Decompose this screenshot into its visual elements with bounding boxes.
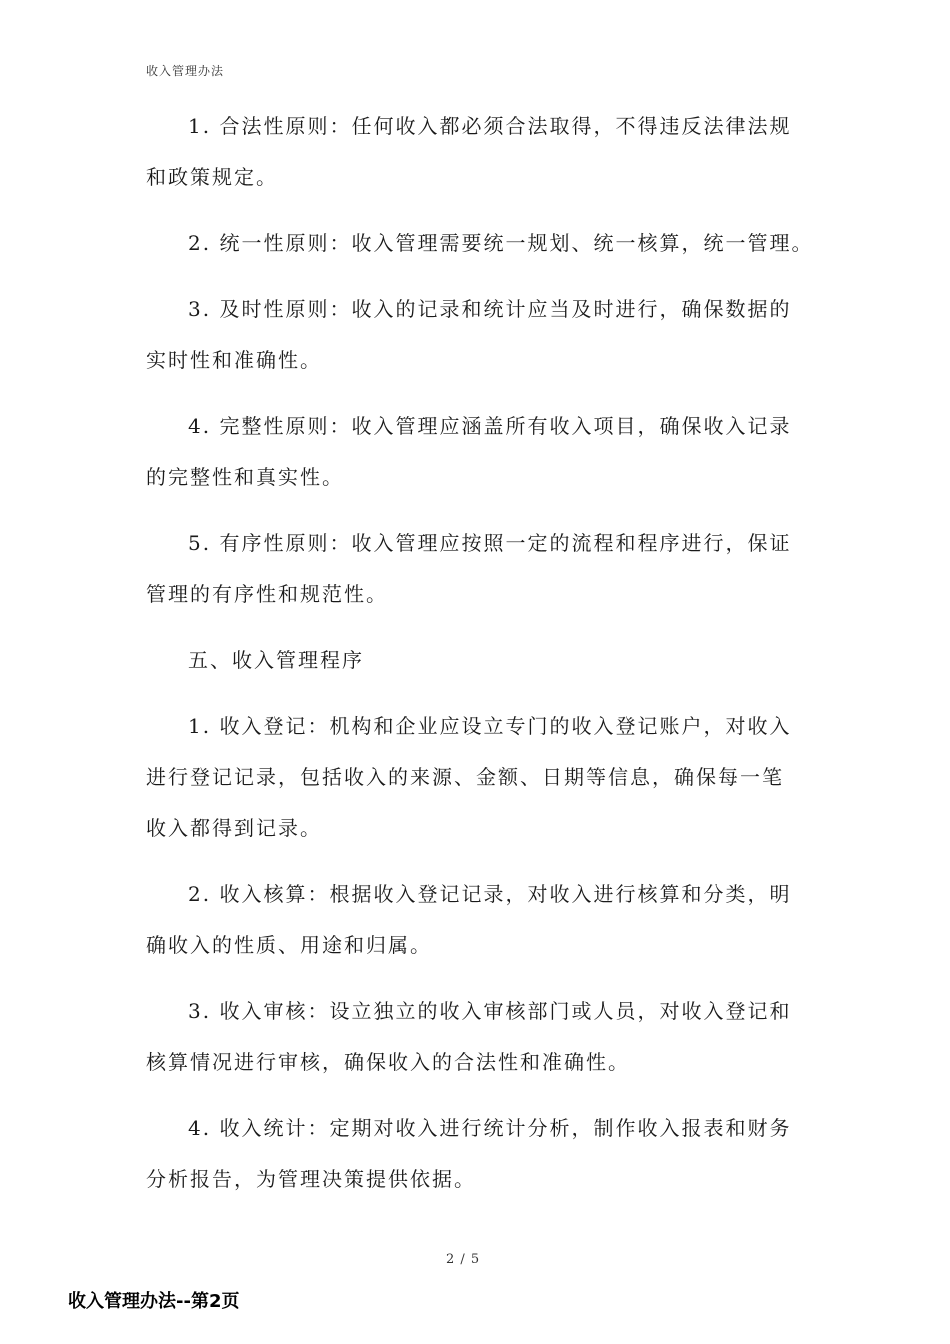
paragraph-line: 2. 收入核算：根据收入登记记录，对收入进行核算和分类，明 <box>188 882 792 906</box>
paragraph-line: 分析报告，为管理决策提供依据。 <box>146 1167 476 1191</box>
paragraph-line: 4. 完整性原则：收入管理应涵盖所有收入项目，确保收入记录 <box>188 414 792 438</box>
page-footer: 收入管理办法--第2页 <box>68 1291 240 1312</box>
paragraph-line: 3. 及时性原则：收入的记录和统计应当及时进行，确保数据的 <box>188 297 792 321</box>
paragraph-line: 实时性和准确性。 <box>146 348 322 372</box>
paragraph-line: 收入都得到记录。 <box>146 816 322 840</box>
paragraph-line: 管理的有序性和规范性。 <box>146 582 388 606</box>
paragraph-line: 1. 收入登记：机构和企业应设立专门的收入登记账户，对收入 <box>188 714 792 738</box>
page-header: 收入管理办法 <box>146 64 225 78</box>
paragraph-line: 1. 合法性原则：任何收入都必须合法取得，不得违反法律法规 <box>188 114 792 138</box>
paragraph-line: 3. 收入审核：设立独立的收入审核部门或人员，对收入登记和 <box>188 999 792 1023</box>
paragraph-line: 核算情况进行审核，确保收入的合法性和准确性。 <box>146 1050 630 1074</box>
paragraph-line: 的完整性和真实性。 <box>146 465 344 489</box>
paragraph-line: 4. 收入统计：定期对收入进行统计分析，制作收入报表和财务 <box>188 1116 792 1140</box>
paragraph-line: 和政策规定。 <box>146 165 278 189</box>
paragraph-line: 确收入的性质、用途和归属。 <box>146 933 432 957</box>
paragraph-line: 进行登记记录，包括收入的来源、金额、日期等信息，确保每一笔 <box>146 765 784 789</box>
paragraph-line: 2. 统一性原则：收入管理需要统一规划、统一核算，统一管理。 <box>188 231 814 255</box>
page-number: 2 / 5 <box>446 1252 481 1267</box>
paragraph-line: 5. 有序性原则：收入管理应按照一定的流程和程序进行，保证 <box>188 531 792 555</box>
section-heading: 五、收入管理程序 <box>188 648 364 672</box>
